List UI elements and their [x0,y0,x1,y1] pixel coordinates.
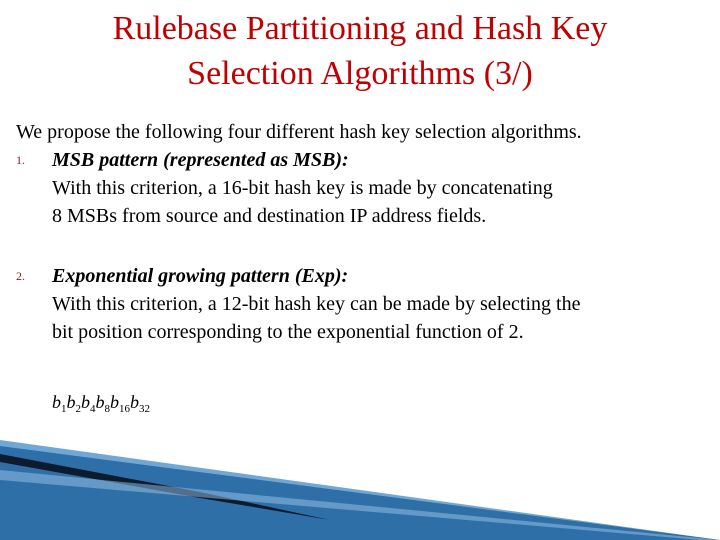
bit-position-formula [52,390,150,414]
list-item-text-line: 8 MSBs from source and destination IP address fields. [52,205,487,227]
list-item-msb [16,146,716,230]
formula-subscript: 16 [119,403,130,415]
slide-body [16,118,716,346]
formula-term [81,392,96,415]
formula-term [110,392,130,415]
formula-term [95,392,111,415]
formula-subscript: 8 [104,403,110,415]
list-item-heading: Exponential growing pattern (Exp): [52,265,349,287]
list-item-exp [16,262,716,346]
list-number: 1. [16,153,25,167]
slide-title-line-2: Selection Algorithms (3/) [187,55,533,92]
intro-text: We propose the following four different hash key selection algorithms. [16,121,582,143]
formula-subscript: 1 [61,403,67,415]
formula-base: b [81,392,90,412]
formula-base: b [66,392,76,412]
list-item-text-line: bit position corresponding to the exponential function of 2. [52,321,524,343]
formula-subscript: 32 [139,403,150,415]
formula-base: b [130,392,139,412]
list-item-text-line: With this criterion, a 12-bit hash key can be made by selecting the [52,293,581,315]
formula-subscript: 2 [75,403,81,415]
formula-term [66,392,82,415]
list-number: 2. [16,269,25,283]
formula-subscript: 4 [90,403,96,415]
formula-term [130,392,150,415]
slide-title-line-1: Rulebase Partitioning and Hash Key [112,10,608,47]
formula-base: b [52,392,61,412]
decorative-swoosh [0,440,720,540]
formula-base: b [95,392,105,412]
formula-term [52,392,67,415]
slide-title [0,6,720,96]
list-item-text-line: With this criterion, a 16-bit hash key is made by concatenating [52,177,553,199]
formula-base: b [110,392,119,412]
list-item-heading: MSB pattern (represented as MSB): [52,149,349,171]
swoosh-blue-band [0,446,720,540]
